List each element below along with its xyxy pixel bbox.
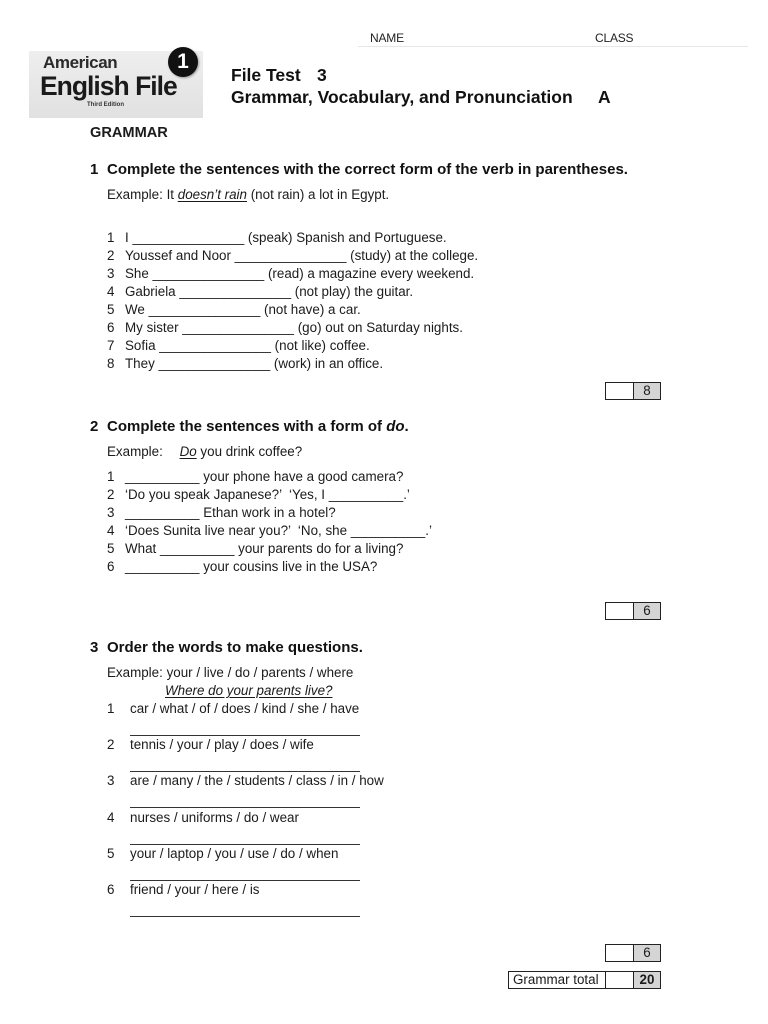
instruction-emphasis: do <box>386 418 405 435</box>
item-number: 7 <box>107 338 115 353</box>
item-words: nurses / uniforms / do / wear <box>130 810 299 825</box>
item-text: We _______________ (not have) a car. <box>125 302 361 317</box>
level-badge: 1 <box>168 47 198 77</box>
item-words: your / laptop / you / use / do / when <box>130 846 339 861</box>
instruction-part: . <box>404 418 409 435</box>
section-1-score-box <box>605 382 661 400</box>
item-text: I _______________ (speak) Spanish and Portuguese. <box>125 230 447 245</box>
section-3-example <box>107 664 353 682</box>
item-text: ‘Do you speak Japanese?’ ‘Yes, I __________.’ <box>125 487 410 502</box>
example-answer: Where do your parents live? <box>165 683 333 698</box>
item-number: 4 <box>107 810 115 825</box>
score-max-cell: 6 <box>633 944 661 962</box>
section-number: 3 <box>90 639 99 656</box>
item-text: Youssef and Noor _______________ (study) at the college. <box>125 248 479 263</box>
section-1-example <box>107 186 389 204</box>
item-text: Sofia _______________ (not like) coffee. <box>125 338 370 353</box>
item-number: 1 <box>107 230 115 245</box>
item-text: They _______________ (work) in an office. <box>125 356 384 371</box>
item-number: 4 <box>107 523 115 538</box>
example-label: Example: <box>107 444 163 459</box>
item-number: 2 <box>107 737 115 752</box>
grammar-heading: GRAMMAR <box>90 125 168 141</box>
section-instruction <box>107 418 409 436</box>
item-words: car / what / of / does / kind / she / have <box>130 701 360 716</box>
item-number: 5 <box>107 541 115 556</box>
example-after: you drink coffee? <box>200 444 303 459</box>
item-text: What __________ your parents do for a living? <box>125 541 404 556</box>
question-item <box>107 809 407 845</box>
grammar-total-max-cell: 20 <box>633 971 661 989</box>
question-item <box>107 845 407 881</box>
item-number: 6 <box>107 559 115 574</box>
item-number: 6 <box>107 882 115 897</box>
header-rule <box>358 46 748 47</box>
test-subtitle: Grammar, Vocabulary, and Pronunciation <box>231 87 573 107</box>
logo-brand-top: American <box>43 53 118 72</box>
item-text: __________ your cousins live in the USA? <box>125 559 378 574</box>
item-words: friend / your / here / is <box>130 882 260 897</box>
score-obtained-cell <box>605 944 634 962</box>
test-number: 3 <box>317 65 327 85</box>
answer-line <box>130 807 360 808</box>
test-version: A <box>598 87 611 107</box>
answer-line <box>130 916 360 917</box>
item-text: __________ your phone have a good camera? <box>125 469 404 484</box>
question-item <box>107 736 407 772</box>
example-answer: Do <box>179 444 197 459</box>
class-label: CLASS <box>595 31 634 45</box>
logo-edition: Third Edition <box>87 102 124 108</box>
section-instruction: Complete the sentences with the correct form of the verb in parentheses. <box>107 161 628 178</box>
logo <box>29 51 203 118</box>
score-max-cell: 6 <box>633 602 661 620</box>
example-label: Example: <box>107 187 163 202</box>
test-label: File Test <box>231 65 301 85</box>
section-instruction: Order the words to make questions. <box>107 639 363 656</box>
item-number: 6 <box>107 320 115 335</box>
item-text: Gabriela _______________ (not play) the guitar. <box>125 284 414 299</box>
question-item <box>107 700 407 736</box>
example-before: It <box>166 187 175 202</box>
section-2-example <box>107 443 302 461</box>
score-obtained-cell <box>605 602 634 620</box>
instruction-part: Complete the sentences with a form of <box>107 418 387 435</box>
item-number: 5 <box>107 846 115 861</box>
item-text: She _______________ (read) a magazine every weekend. <box>125 266 475 281</box>
item-number: 5 <box>107 302 115 317</box>
example-answer: doesn’t rain <box>177 187 247 202</box>
example-after: (not rain) a lot in Egypt. <box>250 187 390 202</box>
name-label: NAME <box>370 31 404 45</box>
item-number: 8 <box>107 356 115 371</box>
item-number: 2 <box>107 248 115 263</box>
logo-brand-main: English File <box>40 71 177 101</box>
question-item <box>107 772 407 808</box>
item-number: 1 <box>107 701 115 716</box>
item-number: 3 <box>107 505 115 520</box>
item-number: 4 <box>107 284 115 299</box>
score-max-cell: 8 <box>633 382 661 400</box>
section-2-score-box <box>605 602 661 620</box>
example-words: your / live / do / parents / where <box>166 665 354 680</box>
score-obtained-cell <box>605 382 634 400</box>
item-text: My sister _______________ (go) out on Saturday nights. <box>125 320 463 335</box>
item-words: tennis / your / play / does / wife <box>130 737 314 752</box>
section-number: 2 <box>90 418 99 435</box>
item-text: __________ Ethan work in a hotel? <box>125 505 336 520</box>
grammar-total-obtained-cell <box>605 971 634 989</box>
section-number: 1 <box>90 161 99 178</box>
item-number: 1 <box>107 469 115 484</box>
item-number: 3 <box>107 773 115 788</box>
grammar-total-box <box>508 971 661 989</box>
section-3-score-box <box>605 944 661 962</box>
question-item <box>107 881 407 917</box>
item-number: 3 <box>107 266 115 281</box>
item-number: 2 <box>107 487 115 502</box>
example-label: Example: <box>107 665 163 680</box>
item-words: are / many / the / students / class / in / how <box>130 773 384 788</box>
item-text: ‘Does Sunita live near you?’ ‘No, she __________.’ <box>125 523 432 538</box>
grammar-total-label: Grammar total <box>508 971 606 989</box>
